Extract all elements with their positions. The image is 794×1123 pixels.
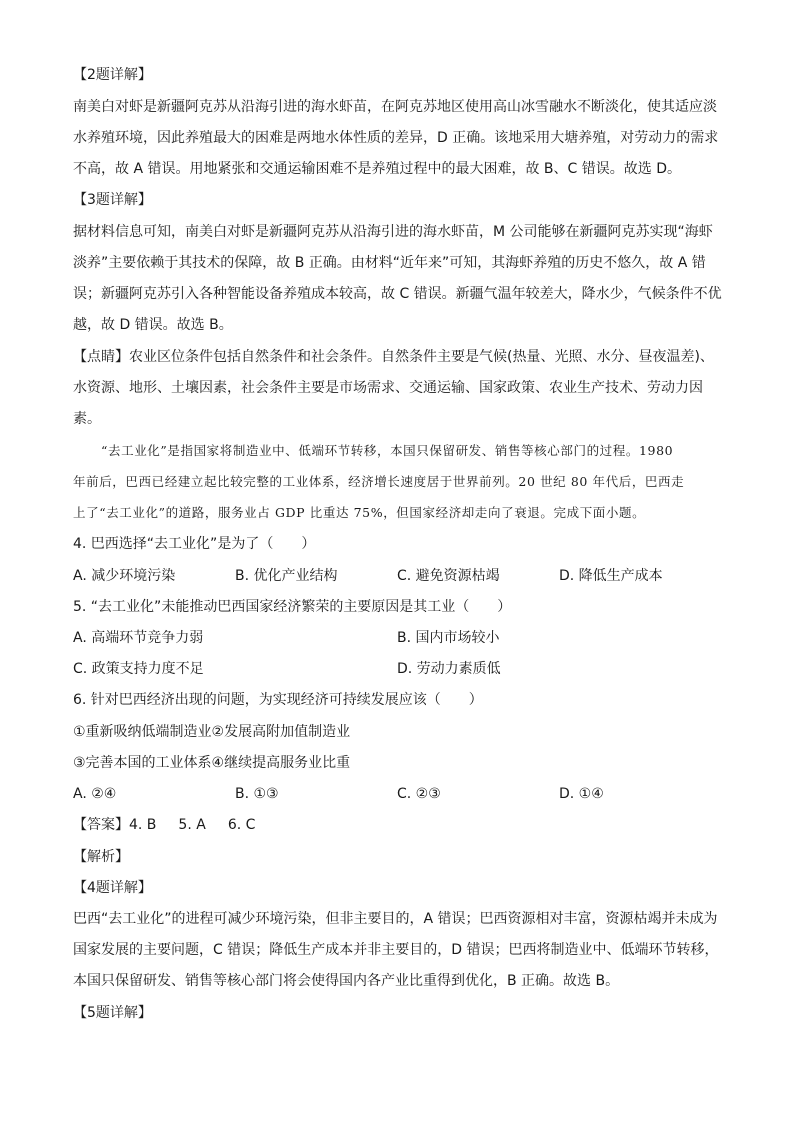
q2-body-line: 南美白对虾是新疆阿克苏从沿海引进的海水虾苗，在阿克苏地区使用高山冰雪融水不断淡化，使其适应淡 [73, 99, 717, 115]
answer-5: 5. A [178, 817, 206, 833]
q4-option-c: C. 避免资源枯竭 [397, 568, 500, 584]
q6-item-line: ③完善本国的工业体系④继续提高服务业比重 [73, 755, 351, 771]
q3-body-line: 误；新疆阿克苏引入各种智能设备养殖成本较高，故 C 错误。新疆气温年较差大，降水少，气候条件不优 [73, 286, 722, 302]
q4-stem: 4. 巴西选择“去工业化”是为了（ ） [73, 536, 316, 552]
q5-option-b: B. 国内市场较小 [397, 630, 500, 646]
q4-body-line: 本国只保留研发、销售等核心部门将会使得国内各产业比重得到优化，B 正确。故选 B。 [73, 973, 620, 989]
q6-option-c: C. ②③ [397, 786, 441, 802]
q4-option-b: B. 优化产业结构 [235, 568, 338, 584]
answer-label: 【答案】 [73, 817, 129, 833]
q6-option-d: D. ①④ [559, 786, 604, 802]
q3-body-line: 越，故 D 错误。故选 B。 [73, 317, 233, 333]
passage-line: “去工业化”是指国家将制造业中、低端环节转移，本国只保留研发、销售等核心部门的过程。1980 [101, 443, 674, 458]
tip-line: 素。 [73, 411, 101, 427]
q5-option-c: C. 政策支持力度不足 [73, 661, 204, 677]
q3-body-line: 据材料信息可知，南美白对虾是新疆阿克苏从沿海引进的海水虾苗，M 公司能够在新疆阿克苏实现“海虾 [73, 224, 713, 240]
q2-heading: 【2题详解】 [73, 67, 152, 83]
passage-line: 上了“去工业化”的道路，服务业占 GDP 比重达 75%，但国家经济却走向了衰退。完成下面小题。 [73, 505, 646, 520]
q6-option-a: A. ②④ [73, 786, 117, 802]
q4-option-d: D. 降低生产成本 [559, 568, 663, 584]
q2-body-line: 不高，故 A 错误。用地紧张和交通运输困难不是养殖过程中的最大困难，故 B、C 错误。故选 D。 [73, 161, 681, 177]
q3-body-line: 淡养”主要依赖于其技术的保障，故 B 正确。由材料“近年来”可知，其海虾养殖的历史不悠久，故 A 错 [73, 255, 706, 271]
q3-heading: 【3题详解】 [73, 192, 152, 208]
q6-stem: 6. 针对巴西经济出现的问题，为实现经济可持续发展应该（ ） [73, 692, 483, 708]
q6-item-line: ①重新吸纳低端制造业②发展高附加值制造业 [73, 724, 351, 740]
q5-option-d: D. 劳动力素质低 [397, 661, 501, 677]
q4-body-line: 巴西“去工业化”的进程可减少环境污染，但非主要目的，A 错误；巴西资源相对丰富，资源枯竭并未成为 [73, 911, 718, 927]
analysis-label: 【解析】 [73, 849, 129, 865]
answer-4: 4. B [129, 817, 157, 833]
q4-body-line: 国家发展的主要问题，C 错误；降低生产成本并非主要目的，D 错误；巴西将制造业中、低端环节转移， [73, 942, 719, 958]
q6-option-b: B. ①③ [235, 786, 279, 802]
q4-option-a: A. 减少环境污染 [73, 568, 176, 584]
q2-body-line: 水养殖环境，因此养殖最大的困难是两地水体性质的差异，D 正确。该地采用大塘养殖，对劳动力的需求 [73, 130, 719, 146]
answer-6: 6. C [227, 817, 256, 833]
tip-line: 【点睛】农业区位条件包括自然条件和社会条件。自然条件主要是气候(热量、光照、水分、昼夜温差)、 [73, 349, 714, 365]
q5-stem: 5. “去工业化”未能推动巴西国家经济繁荣的主要原因是其工业（ ） [73, 599, 512, 615]
answer-line [73, 815, 723, 835]
tip-line: 水资源、地形、土壤因素，社会条件主要是市场需求、交通运输、国家政策、农业生产技术、劳动力因 [73, 380, 703, 396]
q4-heading: 【4题详解】 [73, 880, 152, 896]
q5-option-a: A. 高端环节竞争力弱 [73, 630, 204, 646]
passage-line: 年前后，巴西已经建立起比较完整的工业体系，经济增长速度居于世界前列。20 世纪 80 年代后，巴西走 [73, 474, 685, 489]
q5-heading: 【5题详解】 [73, 1005, 152, 1021]
